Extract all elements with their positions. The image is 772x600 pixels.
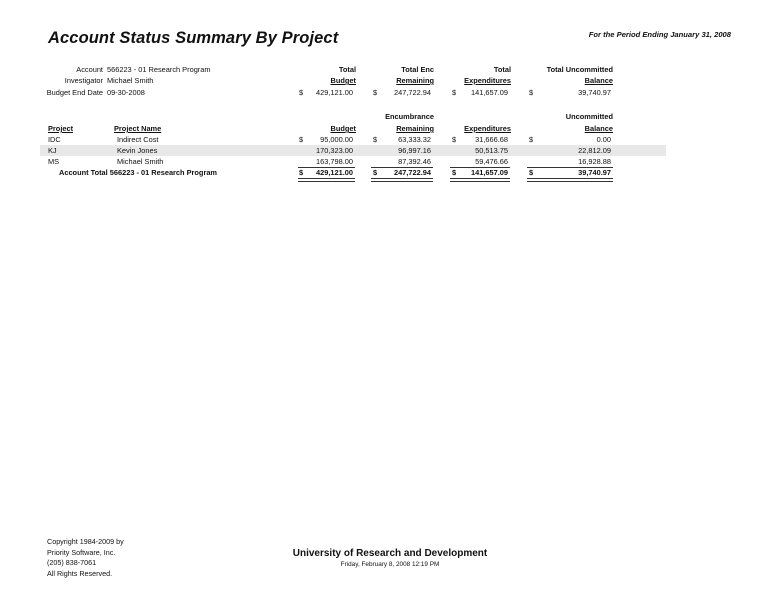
row-expenditures: 31,666.68 <box>475 135 508 144</box>
printed-timestamp: Friday, February 8, 2008 12:19 PM <box>340 561 440 568</box>
detail-enc-header: Remaining <box>396 124 434 133</box>
row-bal-currency: $ <box>529 135 534 144</box>
organization-name: University of Research and Development <box>292 548 488 559</box>
summary-budget-currency: $ <box>299 88 304 97</box>
summary-exp-h2: Expenditures <box>464 76 511 85</box>
investigator-value: Michael Smith <box>107 76 154 85</box>
row-budget: 95,000.00 <box>320 135 353 144</box>
row-budget: 163,798.00 <box>316 157 353 166</box>
summary-exp-value: 141,657.09 <box>471 88 508 97</box>
total-balance: 39,740.97 <box>578 168 611 177</box>
total-encumbrance: 247,722.94 <box>394 168 431 177</box>
row-project: KJ <box>48 146 57 155</box>
summary-exp-h1: Total <box>493 65 511 74</box>
budget-end-label: Budget End Date <box>46 88 103 97</box>
row-encumbrance: 87,392.46 <box>398 157 431 166</box>
row-name: Indirect Cost <box>117 135 159 144</box>
summary-enc-h2: Remaining <box>396 76 434 85</box>
summary-enc-h1: Total Enc <box>401 65 434 74</box>
summary-enc-currency: $ <box>373 88 378 97</box>
summary-budget-value: 429,121.00 <box>316 88 353 97</box>
summary-enc-value: 247,722.94 <box>394 88 431 97</box>
total-budget: 429,121.00 <box>316 168 353 177</box>
row-project: IDC <box>48 135 61 144</box>
row-exp-currency: $ <box>452 135 457 144</box>
budget-end-value: 09-30-2008 <box>107 88 145 97</box>
summary-bal-h2: Balance <box>584 76 613 85</box>
copyright-block <box>47 537 124 579</box>
summary-exp-currency: $ <box>452 88 457 97</box>
row-expenditures: 59,476.66 <box>475 157 508 166</box>
row-budget-currency: $ <box>299 135 304 144</box>
row-budget: 170,323.00 <box>316 146 353 155</box>
total-bal-currency: $ <box>529 168 534 177</box>
detail-exp-header: Expenditures <box>464 124 511 133</box>
copyright-line: (205) 838-7061 <box>47 558 97 567</box>
detail-project-header: Project <box>48 124 74 133</box>
summary-budget-h2: Budget <box>330 76 356 85</box>
summary-bal-currency: $ <box>529 88 534 97</box>
row-expenditures: 50,513.75 <box>475 146 508 155</box>
total-double-rule-bal <box>527 178 613 182</box>
row-encumbrance: 63,333.32 <box>398 135 431 144</box>
row-balance: 16,928.88 <box>578 157 611 166</box>
period-label: For the Period Ending January 31, 2008 <box>588 30 731 39</box>
total-exp-currency: $ <box>452 168 457 177</box>
row-name: Kevin Jones <box>117 146 158 155</box>
copyright-line: Copyright 1984-2009 by <box>47 537 124 546</box>
total-double-rule-enc <box>371 178 433 182</box>
account-label: Account <box>76 65 103 74</box>
row-enc-currency: $ <box>373 135 378 144</box>
row-project: MS <box>48 157 60 166</box>
total-expenditures: 141,657.09 <box>471 168 508 177</box>
detail-project-name-header: Project Name <box>114 124 162 133</box>
summary-bal-value: 39,740.97 <box>578 88 611 97</box>
report-title: Account Status Summary By Project <box>48 29 339 47</box>
investigator-label: Investigator <box>64 76 103 85</box>
detail-bal-header: Balance <box>584 124 613 133</box>
row-balance: 22,812.09 <box>578 146 611 155</box>
row-name: Michael Smith <box>117 157 164 166</box>
detail-enc-h1: Encumbrance <box>385 112 434 121</box>
summary-bal-h1: Total Uncommitted <box>546 65 613 74</box>
detail-bal-h1: Uncommitted <box>565 112 613 121</box>
total-double-rule-budget <box>298 178 355 182</box>
detail-budget-header: Budget <box>330 124 356 133</box>
total-budget-currency: $ <box>299 168 304 177</box>
total-enc-currency: $ <box>373 168 378 177</box>
copyright-line: All Rights Reserved. <box>47 568 113 578</box>
copyright-line: Priority Software, Inc. <box>47 547 116 557</box>
row-balance: 0.00 <box>596 135 611 144</box>
summary-budget-h1: Total <box>338 65 356 74</box>
total-label: Account Total 566223 - 01 Research Program <box>59 168 218 177</box>
account-value: 566223 - 01 Research Program <box>107 65 211 74</box>
total-double-rule-exp <box>450 178 510 182</box>
row-encumbrance: 96,997.16 <box>398 146 431 155</box>
